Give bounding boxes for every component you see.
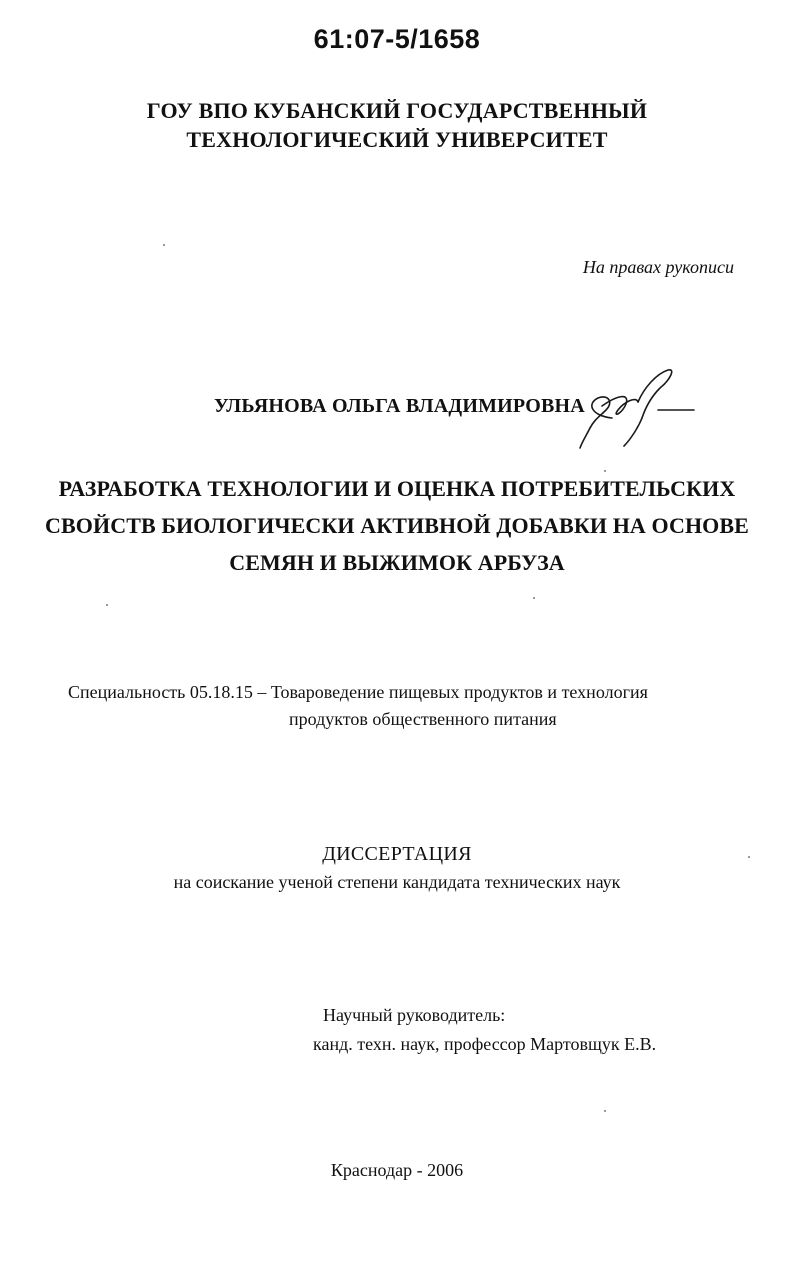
degree-line: на соискание ученой степени кандидата технических наук bbox=[173, 872, 621, 892]
thesis-title-line-2: СВОЙСТВ БИОЛОГИЧЕСКИ АКТИВНОЙ ДОБАВКИ НА ОСНОВЕ bbox=[45, 513, 749, 538]
thesis-title-line-1: РАЗРАБОТКА ТЕХНОЛОГИИ И ОЦЕНКА ПОТРЕБИТЕЛЬСКИХ bbox=[58, 476, 736, 501]
institution-line-1: ГОУ ВПО КУБАНСКИЙ ГОСУДАРСТВЕННЫЙ bbox=[146, 98, 648, 123]
scan-speck bbox=[748, 856, 750, 858]
institution-line-2: ТЕХНОЛОГИЧЕСКИЙ УНИВЕРСИТЕТ bbox=[186, 127, 608, 152]
scan-speck bbox=[533, 597, 535, 599]
city-year: Краснодар - 2006 bbox=[330, 1160, 464, 1180]
advisor-label: Научный руководитель: bbox=[323, 1005, 506, 1025]
document-type: ДИССЕРТАЦИЯ bbox=[322, 843, 472, 865]
rights-note: На правах рукописи bbox=[582, 257, 734, 277]
advisor-name: канд. техн. наук, профессор Мартовщук Е.В. bbox=[313, 1034, 657, 1054]
specialty-line-2: продуктов общественного питания bbox=[289, 709, 557, 729]
specialty-line-1: Специальность 05.18.15 – Товароведение пищевых продуктов и технология bbox=[68, 682, 648, 702]
thesis-title-line-3: СЕМЯН И ВЫЖИМОК АРБУЗА bbox=[229, 550, 565, 575]
scan-speck bbox=[163, 244, 165, 246]
scan-speck bbox=[604, 1110, 606, 1112]
scan-speck bbox=[604, 470, 606, 472]
author-name: УЛЬЯНОВА ОЛЬГА ВЛАДИМИРОВНА bbox=[214, 395, 585, 417]
archive-code: 61:07-5/1658 bbox=[313, 24, 481, 54]
scan-speck bbox=[106, 604, 108, 606]
signature-icon bbox=[572, 366, 702, 456]
